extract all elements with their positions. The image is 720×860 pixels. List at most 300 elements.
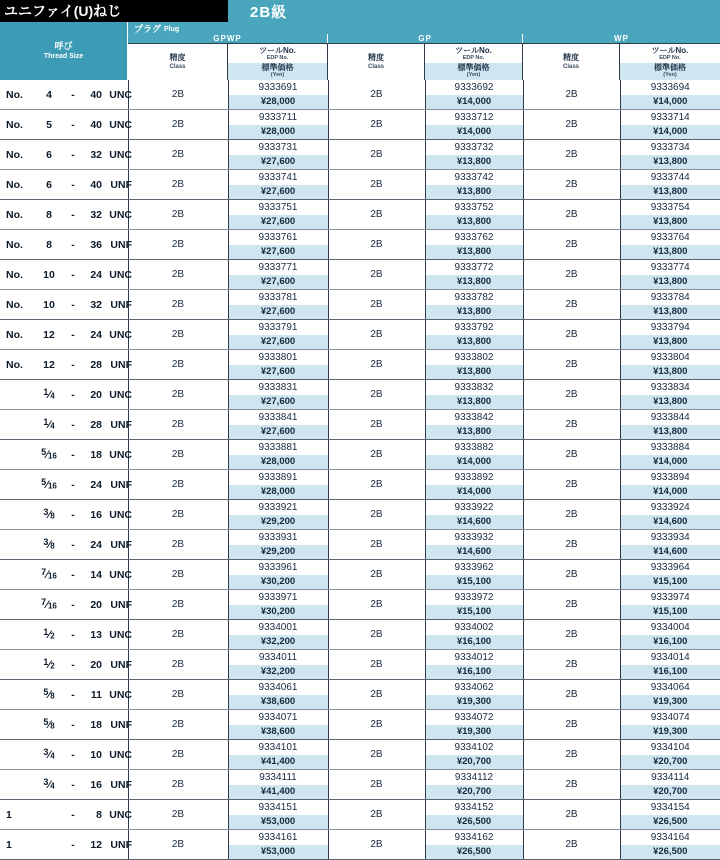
cell-thread-size <box>0 560 128 590</box>
header-class-en: Class <box>563 63 579 71</box>
thread-series: UNF <box>102 719 132 731</box>
thread-pitch: 40 <box>80 119 102 131</box>
thread-size-fraction: $^5⁄_8$ <box>43 688 54 701</box>
thread-series: UNF <box>102 659 132 671</box>
thread-pitch: 16 <box>80 779 102 791</box>
standard-price: ¥27,600 <box>229 365 328 379</box>
cell-class-wp: 2B <box>523 590 620 620</box>
cell-class-gp: 2B <box>328 350 425 380</box>
thread-pitch: 28 <box>80 359 102 371</box>
thread-dash: - <box>66 389 80 401</box>
thread-size-value <box>32 748 66 761</box>
cell-tool-gp <box>425 830 523 860</box>
thread-pitch: 32 <box>80 149 102 161</box>
thread-size-fraction: $^3⁄_8$ <box>43 538 54 551</box>
edp-number: 9333974 <box>621 591 720 605</box>
edp-number: 9333882 <box>426 441 523 455</box>
cell-class-gpwp: 2B <box>128 740 228 770</box>
thread-series: UNC <box>102 629 132 641</box>
standard-price: ¥13,800 <box>426 155 523 169</box>
thread-size-table <box>0 80 720 860</box>
edp-number: 9333931 <box>229 531 328 545</box>
cell-thread-size <box>0 140 128 170</box>
cell-class-wp: 2B <box>523 410 620 440</box>
standard-price: ¥15,100 <box>621 575 720 589</box>
standard-price: ¥27,600 <box>229 305 328 319</box>
edp-number: 9333792 <box>426 321 523 335</box>
thread-size-value: 5 <box>32 119 66 131</box>
edp-number: 9334011 <box>229 651 328 665</box>
cell-tool-gp <box>425 590 523 620</box>
cell-class-gp: 2B <box>328 710 425 740</box>
header-tool-en: EDP No. <box>267 55 289 62</box>
cell-class-gp: 2B <box>328 500 425 530</box>
standard-price: ¥14,000 <box>621 455 720 469</box>
cell-thread-size <box>0 770 128 800</box>
header-tool-en: EDP No. <box>659 55 681 62</box>
cell-thread-size <box>0 440 128 470</box>
edp-number: 9333714 <box>621 111 720 125</box>
cell-class-gp: 2B <box>328 650 425 680</box>
table-row <box>0 650 720 680</box>
edp-number: 9334102 <box>426 741 523 755</box>
table-row <box>0 680 720 710</box>
edp-number: 9334151 <box>229 801 328 815</box>
thread-series: UNC <box>102 269 132 281</box>
cell-class-gpwp: 2B <box>128 590 228 620</box>
header-class-jp: 精度 <box>368 53 384 63</box>
standard-price: ¥26,500 <box>426 845 523 859</box>
cell-tool-gp <box>425 140 523 170</box>
standard-price: ¥13,800 <box>426 185 523 199</box>
header-thread-size <box>0 22 128 80</box>
thread-series: UNC <box>102 329 132 341</box>
header-price-en: (Yen) <box>663 72 676 79</box>
thread-size-fraction: $^5⁄_{16}$ <box>41 448 57 461</box>
thread-dash: - <box>66 209 80 221</box>
thread-dash: - <box>66 629 80 641</box>
edp-number: 9333791 <box>229 321 328 335</box>
standard-price: ¥13,800 <box>621 275 720 289</box>
edp-number: 9334152 <box>426 801 523 815</box>
thread-dash: - <box>66 569 80 581</box>
cell-tool-wp <box>620 170 720 200</box>
edp-number: 9333772 <box>426 261 523 275</box>
cell-class-gpwp: 2B <box>128 230 228 260</box>
cell-class-wp: 2B <box>523 140 620 170</box>
thread-series: UNC <box>102 509 132 521</box>
thread-series: UNF <box>102 779 132 791</box>
standard-price: ¥13,800 <box>621 395 720 409</box>
cell-class-gp: 2B <box>328 320 425 350</box>
cell-class-gpwp: 2B <box>128 320 228 350</box>
edp-number: 9333712 <box>426 111 523 125</box>
table-row <box>0 740 720 770</box>
thread-dash: - <box>66 539 80 551</box>
cell-class-gp: 2B <box>328 470 425 500</box>
cell-tool-wp <box>620 710 720 740</box>
cell-class-gpwp: 2B <box>128 200 228 230</box>
thread-dash: - <box>66 749 80 761</box>
cell-tool-wp <box>620 650 720 680</box>
edp-number: 9333884 <box>621 441 720 455</box>
cell-class-gp: 2B <box>328 620 425 650</box>
cell-thread-size <box>0 290 128 320</box>
cell-tool-gpwp <box>228 290 328 320</box>
table-row <box>0 380 720 410</box>
edp-number: 9333781 <box>229 291 328 305</box>
edp-number: 9333751 <box>229 201 328 215</box>
standard-price: ¥20,700 <box>621 755 720 769</box>
thread-dash: - <box>66 599 80 611</box>
cell-class-gpwp: 2B <box>128 620 228 650</box>
cell-tool-gp <box>425 770 523 800</box>
edp-number: 9333892 <box>426 471 523 485</box>
cell-tool-gpwp <box>228 110 328 140</box>
cell-tool-wp <box>620 380 720 410</box>
thread-prefix: No. <box>0 89 32 101</box>
thread-pitch: 11 <box>80 689 102 701</box>
cell-tool-gp <box>425 620 523 650</box>
table-row <box>0 620 720 650</box>
cell-tool-gpwp <box>228 560 328 590</box>
standard-price: ¥38,600 <box>229 725 328 739</box>
standard-price: ¥14,600 <box>621 515 720 529</box>
cell-class-wp: 2B <box>523 110 620 140</box>
thread-pitch: 8 <box>80 809 102 821</box>
table-row <box>0 410 720 440</box>
table-row <box>0 710 720 740</box>
thread-series: UNC <box>102 119 132 131</box>
cell-class-gp: 2B <box>328 800 425 830</box>
cell-class-gp: 2B <box>328 380 425 410</box>
edp-number: 9333762 <box>426 231 523 245</box>
table-row <box>0 140 720 170</box>
thread-pitch: 40 <box>80 179 102 191</box>
thread-pitch: 20 <box>80 659 102 671</box>
cell-class-wp: 2B <box>523 620 620 650</box>
cell-class-wp: 2B <box>523 80 620 110</box>
header-subcolumn-row <box>128 43 720 80</box>
cell-tool-gpwp <box>228 680 328 710</box>
standard-price: ¥19,300 <box>621 725 720 739</box>
standard-price: ¥13,800 <box>621 185 720 199</box>
cell-thread-size <box>0 620 128 650</box>
cell-class-gp: 2B <box>328 740 425 770</box>
thread-size-fraction: $^1⁄_4$ <box>43 418 54 431</box>
edp-number: 9333764 <box>621 231 720 245</box>
standard-price: ¥14,600 <box>426 515 523 529</box>
edp-number: 9334012 <box>426 651 523 665</box>
edp-number: 9334101 <box>229 741 328 755</box>
header-thread-size-jp: 呼び <box>54 41 72 52</box>
table-row <box>0 590 720 620</box>
edp-number: 9334112 <box>426 771 523 785</box>
thread-series: UNC <box>102 569 132 581</box>
cell-class-gpwp: 2B <box>128 770 228 800</box>
cell-tool-gpwp <box>228 350 328 380</box>
thread-series: UNF <box>102 419 132 431</box>
cell-class-gp: 2B <box>328 200 425 230</box>
header-tool-gp <box>425 44 523 80</box>
thread-series: UNC <box>102 689 132 701</box>
thread-pitch: 28 <box>80 419 102 431</box>
thread-series: UNC <box>102 389 132 401</box>
cell-thread-size <box>0 530 128 560</box>
cell-tool-gp <box>425 290 523 320</box>
header-plug-jp: プラグ <box>134 22 161 35</box>
edp-number: 9333894 <box>621 471 720 485</box>
standard-price: ¥13,800 <box>426 395 523 409</box>
cell-class-wp: 2B <box>523 830 620 860</box>
header-plug-en: Plug <box>164 26 179 33</box>
cell-class-gp: 2B <box>328 560 425 590</box>
cell-tool-wp <box>620 80 720 110</box>
standard-price: ¥16,100 <box>621 665 720 679</box>
standard-price: ¥13,800 <box>426 335 523 349</box>
table-row <box>0 290 720 320</box>
thread-pitch: 18 <box>80 719 102 731</box>
thread-prefix: 1 <box>0 809 32 821</box>
thread-pitch: 10 <box>80 749 102 761</box>
cell-class-wp: 2B <box>523 560 620 590</box>
edp-number: 9333804 <box>621 351 720 365</box>
table-row <box>0 470 720 500</box>
cell-thread-size <box>0 680 128 710</box>
thread-size-value: 8 <box>32 239 66 251</box>
edp-number: 9333794 <box>621 321 720 335</box>
cell-class-gpwp: 2B <box>128 440 228 470</box>
edp-number: 9333782 <box>426 291 523 305</box>
header-group-row <box>128 34 720 43</box>
standard-price: ¥27,600 <box>229 335 328 349</box>
edp-number: 9333711 <box>229 111 328 125</box>
header-tool-jp: ツールNo. <box>455 46 492 55</box>
cell-tool-gp <box>425 740 523 770</box>
thread-size-value: 12 <box>32 359 66 371</box>
cell-thread-size <box>0 260 128 290</box>
cell-class-gpwp: 2B <box>128 560 228 590</box>
thread-size-value <box>32 688 66 701</box>
cell-tool-gp <box>425 110 523 140</box>
cell-thread-size <box>0 410 128 440</box>
thread-dash: - <box>66 179 80 191</box>
header-tool-jp: ツールNo. <box>259 46 296 55</box>
cell-class-gp: 2B <box>328 80 425 110</box>
cell-class-wp: 2B <box>523 350 620 380</box>
thread-dash: - <box>66 809 80 821</box>
cell-tool-gpwp <box>228 200 328 230</box>
standard-price: ¥14,000 <box>621 485 720 499</box>
standard-price: ¥29,200 <box>229 545 328 559</box>
thread-size-value <box>32 448 66 461</box>
cell-tool-wp <box>620 620 720 650</box>
cell-tool-wp <box>620 350 720 380</box>
table-row <box>0 110 720 140</box>
cell-thread-size <box>0 170 128 200</box>
cell-class-gp: 2B <box>328 830 425 860</box>
thread-dash: - <box>66 269 80 281</box>
edp-number: 9333761 <box>229 231 328 245</box>
thread-prefix: No. <box>0 119 32 131</box>
edp-number: 9333731 <box>229 141 328 155</box>
cell-tool-gpwp <box>228 650 328 680</box>
edp-number: 9333774 <box>621 261 720 275</box>
cell-tool-wp <box>620 800 720 830</box>
edp-number: 9333962 <box>426 561 523 575</box>
header-price-en: (Yen) <box>467 72 480 79</box>
edp-number: 9333802 <box>426 351 523 365</box>
edp-number: 9333921 <box>229 501 328 515</box>
edp-number: 9334074 <box>621 711 720 725</box>
edp-number: 9333834 <box>621 381 720 395</box>
cell-thread-size <box>0 350 128 380</box>
cell-tool-gp <box>425 680 523 710</box>
thread-pitch: 24 <box>80 539 102 551</box>
thread-dash: - <box>66 779 80 791</box>
thread-series: UNC <box>102 149 132 161</box>
edp-number: 9333832 <box>426 381 523 395</box>
standard-price: ¥13,800 <box>621 305 720 319</box>
header-group-gp: GP <box>328 34 523 43</box>
header-class-gpwp <box>128 44 228 80</box>
cell-class-gpwp: 2B <box>128 110 228 140</box>
thread-pitch: 20 <box>80 389 102 401</box>
thread-dash: - <box>66 239 80 251</box>
cell-tool-wp <box>620 470 720 500</box>
standard-price: ¥27,600 <box>229 185 328 199</box>
edp-number: 9333844 <box>621 411 720 425</box>
cell-tool-gp <box>425 650 523 680</box>
thread-dash: - <box>66 89 80 101</box>
thread-series: UNF <box>102 479 132 491</box>
cell-tool-wp <box>620 260 720 290</box>
thread-size-value: 4 <box>32 89 66 101</box>
thread-pitch: 16 <box>80 509 102 521</box>
thread-series: UNF <box>102 539 132 551</box>
thread-pitch: 13 <box>80 629 102 641</box>
cell-class-gp: 2B <box>328 440 425 470</box>
standard-price: ¥30,200 <box>229 605 328 619</box>
cell-class-wp: 2B <box>523 260 620 290</box>
cell-class-wp: 2B <box>523 800 620 830</box>
cell-thread-size <box>0 470 128 500</box>
thread-pitch: 24 <box>80 329 102 341</box>
edp-number: 9333694 <box>621 81 720 95</box>
cell-class-gpwp: 2B <box>128 290 228 320</box>
cell-thread-size <box>0 380 128 410</box>
standard-price: ¥28,000 <box>229 125 328 139</box>
standard-price: ¥15,100 <box>426 575 523 589</box>
cell-class-wp: 2B <box>523 230 620 260</box>
standard-price: ¥13,800 <box>426 425 523 439</box>
header-price-band <box>620 63 720 80</box>
cell-class-gpwp: 2B <box>128 470 228 500</box>
cell-tool-gp <box>425 230 523 260</box>
thread-pitch: 24 <box>80 479 102 491</box>
standard-price: ¥53,000 <box>229 815 328 829</box>
thread-pitch: 24 <box>80 269 102 281</box>
cell-thread-size <box>0 80 128 110</box>
cell-class-wp: 2B <box>523 530 620 560</box>
cell-class-gp: 2B <box>328 590 425 620</box>
thread-size-value <box>32 538 66 551</box>
cell-tool-gp <box>425 710 523 740</box>
cell-tool-wp <box>620 200 720 230</box>
thread-prefix: No. <box>0 299 32 311</box>
cell-tool-gpwp <box>228 770 328 800</box>
thread-size-value: 10 <box>32 299 66 311</box>
edp-number: 9334071 <box>229 711 328 725</box>
cell-class-gpwp: 2B <box>128 830 228 860</box>
thread-size-fraction: $^3⁄_4$ <box>43 748 54 761</box>
edp-number: 9333972 <box>426 591 523 605</box>
cell-class-gpwp: 2B <box>128 380 228 410</box>
standard-price: ¥14,000 <box>621 95 720 109</box>
edp-number: 9333964 <box>621 561 720 575</box>
thread-prefix: No. <box>0 359 32 371</box>
edp-number: 9333742 <box>426 171 523 185</box>
table-row <box>0 560 720 590</box>
header-class-gp <box>328 44 425 80</box>
cell-tool-wp <box>620 140 720 170</box>
title-bar <box>0 0 720 22</box>
cell-tool-gp <box>425 170 523 200</box>
cell-thread-size <box>0 590 128 620</box>
header-price-band <box>425 63 522 80</box>
edp-number: 9334001 <box>229 621 328 635</box>
standard-price: ¥16,100 <box>426 665 523 679</box>
edp-number: 9333922 <box>426 501 523 515</box>
thread-dash: - <box>66 839 80 851</box>
edp-number: 9333841 <box>229 411 328 425</box>
thread-size-value: 8 <box>32 209 66 221</box>
thread-series: UNC <box>102 749 132 761</box>
standard-price: ¥32,200 <box>229 665 328 679</box>
edp-number: 9333842 <box>426 411 523 425</box>
standard-price: ¥13,800 <box>426 305 523 319</box>
standard-price: ¥14,000 <box>426 125 523 139</box>
cell-class-gpwp: 2B <box>128 530 228 560</box>
thread-dash: - <box>66 659 80 671</box>
cell-tool-gpwp <box>228 260 328 290</box>
cell-class-wp: 2B <box>523 170 620 200</box>
edp-number: 9333891 <box>229 471 328 485</box>
cell-class-wp: 2B <box>523 710 620 740</box>
table-row <box>0 200 720 230</box>
cell-tool-gp <box>425 440 523 470</box>
cell-tool-gpwp <box>228 320 328 350</box>
cell-class-gpwp: 2B <box>128 650 228 680</box>
cell-thread-size <box>0 230 128 260</box>
cell-tool-gp <box>425 410 523 440</box>
cell-thread-size <box>0 800 128 830</box>
cell-tool-gpwp <box>228 410 328 440</box>
cell-tool-gpwp <box>228 590 328 620</box>
standard-price: ¥13,800 <box>621 365 720 379</box>
edp-number: 9333691 <box>229 81 328 95</box>
grade-title: 2B級 <box>228 0 720 22</box>
edp-number: 9333932 <box>426 531 523 545</box>
table-row <box>0 350 720 380</box>
standard-price: ¥53,000 <box>229 845 328 859</box>
standard-price: ¥27,600 <box>229 155 328 169</box>
cell-tool-gp <box>425 320 523 350</box>
standard-price: ¥13,800 <box>621 155 720 169</box>
edp-number: 9333971 <box>229 591 328 605</box>
standard-price: ¥14,000 <box>621 125 720 139</box>
cell-tool-gpwp <box>228 470 328 500</box>
